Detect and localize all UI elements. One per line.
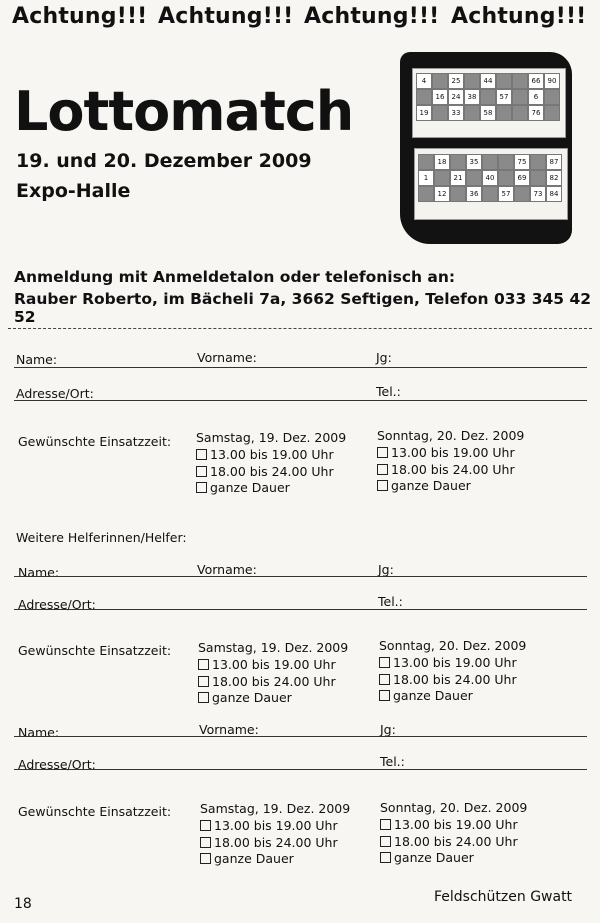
lotto-blank-cell xyxy=(432,73,448,89)
saturday-label: Samstag, 19. Dez. 2009 xyxy=(198,640,349,655)
adresse-field[interactable] xyxy=(14,400,587,401)
checkbox-sun-13-19[interactable] xyxy=(379,657,390,668)
checkbox-sat-18-24[interactable] xyxy=(200,837,211,848)
lotto-number-cell: 6 xyxy=(528,89,544,105)
checkbox-sun-18-24[interactable] xyxy=(379,674,390,685)
cut-line xyxy=(8,328,592,329)
achtung-heading-1: Achtung!!! xyxy=(12,4,148,29)
einsatz-label: Gewünschte Einsatzzeit: xyxy=(18,434,172,449)
lotto-blank-cell xyxy=(418,186,434,202)
lotto-number-cell: 57 xyxy=(496,89,512,105)
achtung-heading-4: Achtung!!! xyxy=(451,4,587,29)
lotto-number-cell: 35 xyxy=(466,154,482,170)
lotto-number-cell: 57 xyxy=(498,186,514,202)
lotto-number-cell: 44 xyxy=(480,73,496,89)
lotto-blank-cell xyxy=(512,89,528,105)
registration-line-2: Rauber Roberto, im Bächeli 7a, 3662 Seftigen, Telefon 033 345 42 52 xyxy=(14,290,592,326)
jg-label: Jg: xyxy=(380,722,396,737)
adresse-field[interactable] xyxy=(14,769,587,770)
lotto-number-cell: 25 xyxy=(448,73,464,89)
lotto-card-image xyxy=(400,52,572,244)
option-label: ganze Dauer xyxy=(214,851,294,867)
lotto-number-cell: 73 xyxy=(530,186,546,202)
option-label: ganze Dauer xyxy=(212,690,292,706)
sunday-label: Sonntag, 20. Dez. 2009 xyxy=(379,638,527,653)
lotto-number-cell: 19 xyxy=(416,105,432,121)
option-label: ganze Dauer xyxy=(210,480,290,496)
einsatz-label: Gewünschte Einsatzzeit: xyxy=(18,643,172,658)
lotto-number-cell: 75 xyxy=(514,154,530,170)
lotto-card-top xyxy=(412,68,566,138)
adresse-label: Adresse/Ort: xyxy=(16,386,94,401)
lotto-number-cell: 40 xyxy=(482,170,498,186)
weitere-helfer-label: Weitere Helferinnen/Helfer: xyxy=(16,530,187,545)
option-label: 18.00 bis 24.00 Uhr xyxy=(212,673,336,689)
lotto-number-cell: 76 xyxy=(528,105,544,121)
option-label: 13.00 bis 19.00 Uhr xyxy=(210,446,334,462)
sunday-label: Sonntag, 20. Dez. 2009 xyxy=(380,800,528,815)
option-label: 13.00 bis 19.00 Uhr xyxy=(393,654,517,670)
option-label: 13.00 bis 19.00 Uhr xyxy=(212,656,336,672)
lotto-number-cell: 36 xyxy=(466,186,482,202)
page-number: 18 xyxy=(14,896,32,912)
lotto-number-cell: 21 xyxy=(450,170,466,186)
lotto-blank-cell xyxy=(544,89,560,105)
vorname-label: Vorname: xyxy=(199,722,259,737)
event-title: Lottomatch xyxy=(14,80,354,143)
lotto-blank-cell xyxy=(544,105,560,121)
option-label: ganze Dauer xyxy=(391,478,471,494)
lotto-blank-cell xyxy=(496,73,512,89)
lotto-card-bottom xyxy=(414,148,568,220)
lotto-grid-top xyxy=(416,73,560,121)
checkbox-sat-ganze-dauer[interactable] xyxy=(196,482,207,493)
vorname-label: Vorname: xyxy=(197,350,257,365)
option-label: 13.00 bis 19.00 Uhr xyxy=(214,817,338,833)
lotto-number-cell: 24 xyxy=(448,89,464,105)
event-dates: 19. und 20. Dezember 2009 xyxy=(16,150,312,172)
option-label: 18.00 bis 24.00 Uhr xyxy=(214,834,338,850)
option-label: 18.00 bis 24.00 Uhr xyxy=(394,833,518,849)
sunday-options xyxy=(380,800,527,867)
lotto-blank-cell xyxy=(482,154,498,170)
lotto-number-cell: 66 xyxy=(528,73,544,89)
option-label: ganze Dauer xyxy=(393,688,473,704)
lotto-blank-cell xyxy=(498,154,514,170)
lotto-number-cell: 16 xyxy=(432,89,448,105)
adresse-field[interactable] xyxy=(14,609,587,610)
name-label: Name: xyxy=(16,352,58,367)
lotto-number-cell: 87 xyxy=(546,154,562,170)
sunday-label: Sonntag, 20. Dez. 2009 xyxy=(377,428,525,443)
lotto-number-cell: 18 xyxy=(434,154,450,170)
saturday-options xyxy=(198,640,348,707)
lotto-blank-cell xyxy=(466,170,482,186)
lotto-number-cell: 33 xyxy=(448,105,464,121)
lotto-number-cell: 12 xyxy=(434,186,450,202)
name-field[interactable] xyxy=(14,367,587,368)
option-label: ganze Dauer xyxy=(394,850,474,866)
checkbox-sat-18-24[interactable] xyxy=(196,466,207,477)
option-label: 18.00 bis 24.00 Uhr xyxy=(210,463,334,479)
checkbox-sun-13-19[interactable] xyxy=(380,819,391,830)
saturday-label: Samstag, 19. Dez. 2009 xyxy=(196,430,347,445)
lotto-blank-cell xyxy=(512,105,528,121)
club-name: Feldschützen Gwatt xyxy=(434,889,573,905)
lotto-blank-cell xyxy=(480,89,496,105)
name-field[interactable] xyxy=(14,576,587,577)
lotto-blank-cell xyxy=(418,154,434,170)
lotto-blank-cell xyxy=(530,154,546,170)
name-label: Name: xyxy=(18,725,60,740)
option-label: 13.00 bis 19.00 Uhr xyxy=(391,444,515,460)
lotto-blank-cell xyxy=(498,170,514,186)
lotto-number-cell: 1 xyxy=(418,170,434,186)
lotto-blank-cell xyxy=(416,89,432,105)
einsatz-label: Gewünschte Einsatzzeit: xyxy=(18,804,172,819)
lotto-number-cell: 58 xyxy=(480,105,496,121)
lotto-blank-cell xyxy=(530,170,546,186)
checkbox-sun-18-24[interactable] xyxy=(377,464,388,475)
saturday-options xyxy=(200,801,350,868)
checkbox-sun-18-24[interactable] xyxy=(380,836,391,847)
sunday-options xyxy=(377,428,524,495)
registration-line-1: Anmeldung mit Anmeldetalon oder telefonisch an: xyxy=(14,268,456,286)
option-label: 18.00 bis 24.00 Uhr xyxy=(391,461,515,477)
lotto-number-cell: 69 xyxy=(514,170,530,186)
lotto-blank-cell xyxy=(450,186,466,202)
lotto-number-cell: 90 xyxy=(544,73,560,89)
lotto-blank-cell xyxy=(482,186,498,202)
achtung-heading-2: Achtung!!! xyxy=(158,4,294,29)
checkbox-sun-13-19[interactable] xyxy=(377,447,388,458)
adresse-label: Adresse/Ort: xyxy=(18,757,96,772)
checkbox-sun-ganze-dauer[interactable] xyxy=(379,690,390,701)
tel-label: Tel.: xyxy=(378,594,403,609)
name-label: Name: xyxy=(18,565,60,580)
adresse-label: Adresse/Ort: xyxy=(18,597,96,612)
checkbox-sat-ganze-dauer[interactable] xyxy=(200,853,211,864)
option-label: 18.00 bis 24.00 Uhr xyxy=(393,671,517,687)
lotto-blank-cell xyxy=(464,105,480,121)
lotto-number-cell: 38 xyxy=(464,89,480,105)
lotto-grid-bottom xyxy=(418,154,562,202)
checkbox-sat-ganze-dauer[interactable] xyxy=(198,692,209,703)
saturday-options xyxy=(196,430,346,497)
checkbox-sat-13-19[interactable] xyxy=(196,449,207,460)
tel-label: Tel.: xyxy=(380,754,405,769)
checkbox-sun-ganze-dauer[interactable] xyxy=(380,852,391,863)
name-field[interactable] xyxy=(14,736,587,737)
lotto-number-cell: 4 xyxy=(416,73,432,89)
checkbox-sun-ganze-dauer[interactable] xyxy=(377,480,388,491)
achtung-heading-3: Achtung!!! xyxy=(304,4,440,29)
checkbox-sat-13-19[interactable] xyxy=(200,820,211,831)
lotto-blank-cell xyxy=(512,73,528,89)
lotto-blank-cell xyxy=(464,73,480,89)
jg-label: Jg: xyxy=(378,562,394,577)
option-label: 13.00 bis 19.00 Uhr xyxy=(394,816,518,832)
checkbox-sat-18-24[interactable] xyxy=(198,676,209,687)
lotto-number-cell: 84 xyxy=(546,186,562,202)
lotto-blank-cell xyxy=(514,186,530,202)
lotto-blank-cell xyxy=(432,105,448,121)
sunday-options xyxy=(379,638,526,705)
lotto-number-cell: 82 xyxy=(546,170,562,186)
vorname-label: Vorname: xyxy=(197,562,257,577)
jg-label: Jg: xyxy=(376,350,392,365)
checkbox-sat-13-19[interactable] xyxy=(198,659,209,670)
tel-label: Tel.: xyxy=(376,384,401,399)
saturday-label: Samstag, 19. Dez. 2009 xyxy=(200,801,351,816)
lotto-blank-cell xyxy=(434,170,450,186)
lotto-blank-cell xyxy=(450,154,466,170)
lotto-blank-cell xyxy=(496,105,512,121)
event-venue: Expo-Halle xyxy=(16,180,131,202)
